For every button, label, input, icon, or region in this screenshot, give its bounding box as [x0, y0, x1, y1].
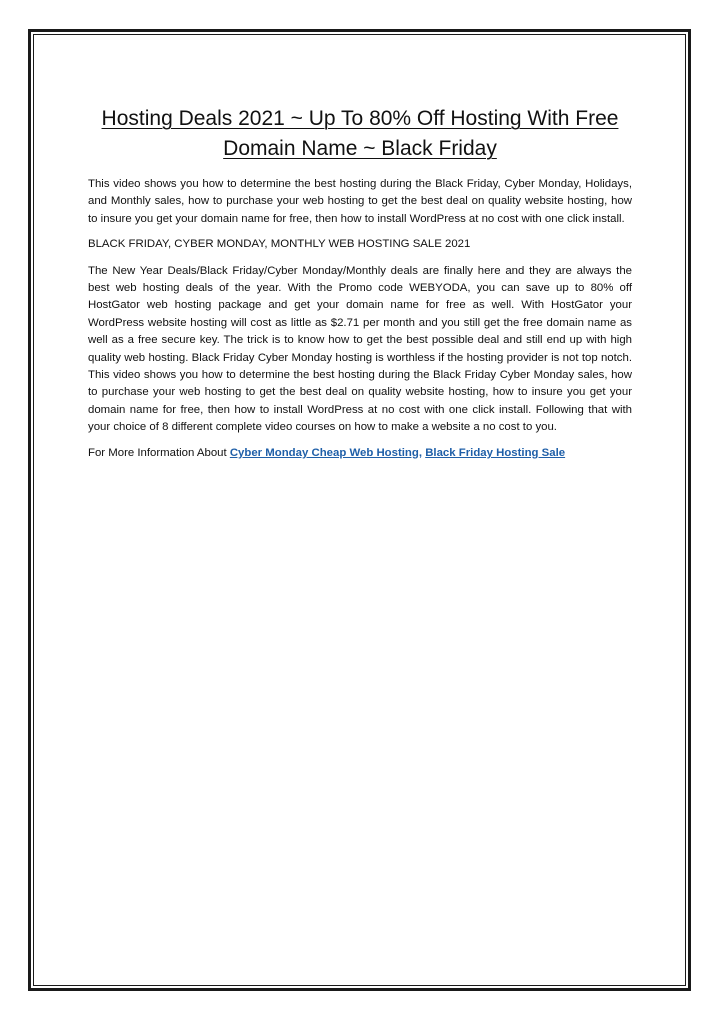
document-body: [88, 104, 632, 471]
cyber-monday-hosting-link[interactable]: Cyber Monday Cheap Web Hosting: [229, 446, 419, 459]
document-title-line-1: Hosting Deals 2021 ~ Up To 80% Off Hosting With Free: [101, 107, 619, 130]
sale-heading-paragraph: BLACK FRIDAY, CYBER MONDAY, MONTHLY WEB HOSTING SALE 2021: [88, 238, 471, 251]
document-title: [88, 104, 632, 164]
link-separator: ,: [418, 446, 426, 459]
intro-paragraph: This video shows you how to determine the best hosting during the Black Friday, Cyber Monday, Holidays, and Monthly sales, how to purchase your web hosting to get the best deal on quality website hosting, how to insure you get your domain name for free, then how to install WordPress at no cost with one click install.: [88, 178, 632, 225]
document-title-line-2: Domain Name ~ Black Friday: [223, 137, 497, 160]
deals-paragraph: The New Year Deals/Black Friday/Cyber Monday/Monthly deals are finally here and they are always the best web hosting deals of the year. With the Promo code WEBYODA, you can save up to 80% off HostGator web hosting package and get your domain name for free as well. With HostGator your WordPress website hosting will cost as little as $2.71 per month and you still get the free domain name as well as a free secure key. The trick is to know how to get the best possible deal and still end up with high quality web hosting. Black Friday Cyber Monday hosting is worthless if the hosting provider is not top notch. This video shows you how to determine the best hosting during the Black Friday Cyber Monday sales, how to purchase your web hosting to get the best deal on quality website hosting, how to insure you get your domain name for free, then how to install WordPress at no cost with one click install. Following that with your choice of 8 different complete video courses on how to make a website a no cost to you.: [88, 264, 632, 434]
black-friday-hosting-link[interactable]: Black Friday Hosting Sale: [425, 446, 566, 459]
more-info-paragraph: [88, 445, 632, 462]
more-info-prefix: For More Information About: [88, 446, 230, 459]
